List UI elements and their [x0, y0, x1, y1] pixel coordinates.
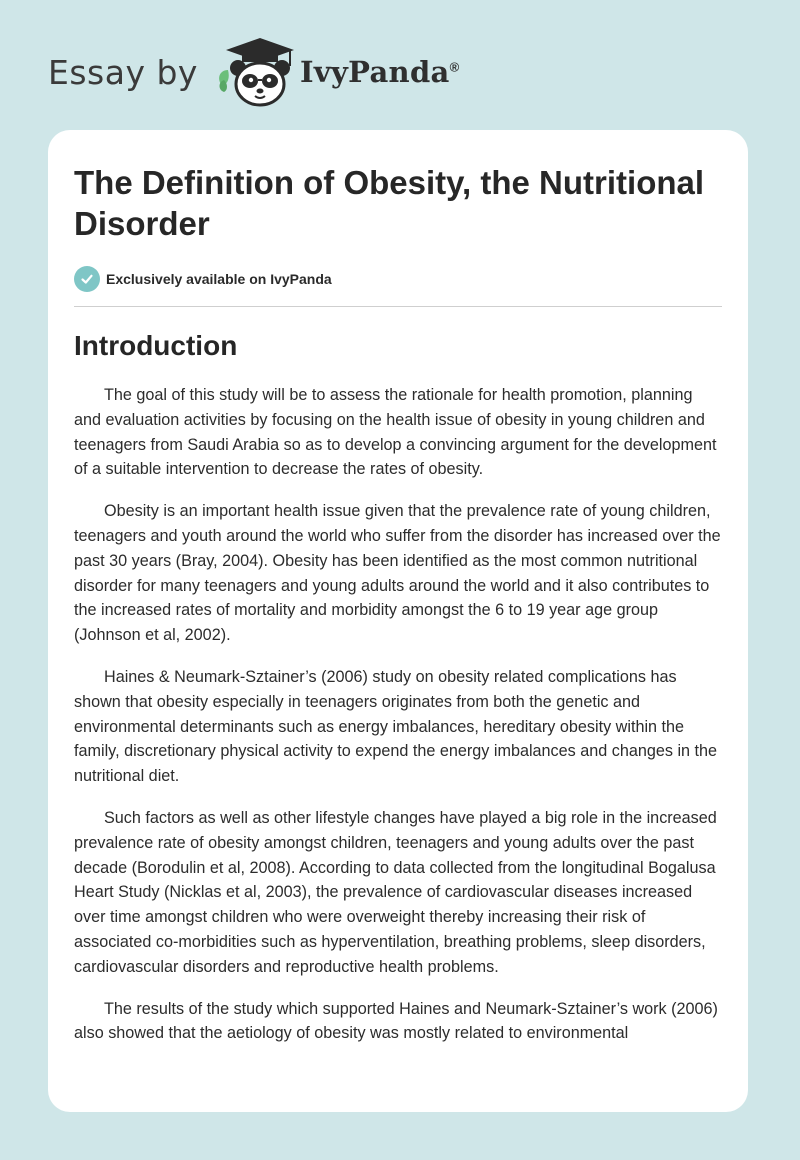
- section-heading-introduction: Introduction: [74, 330, 238, 361]
- exclusive-badge: [74, 266, 722, 292]
- page-title: The Definition of Obesity, the Nutritional Disorder: [74, 164, 705, 242]
- site-header: [48, 32, 460, 112]
- paragraph: Haines & Neumark-Sztainer’s (2006) study on obesity related complications has shown that obesity especially in teenagers originates from both the genetic and environmental determinants such as energy imbalances, hereditary obesity within the family, discretionary physical activity to expend the energy imbalances and changes in the nutritional diet.: [74, 667, 718, 786]
- paragraph: The goal of this study will be to assess the rationale for health promotion, planning and evaluation activities by focusing on the health issue of obesity in young children and teenagers from Saudi Arabia so as to develop a convincing argument for the development of a suitable intervention to decrease the rates of obesity.: [74, 386, 717, 479]
- panda-graduate-icon[interactable]: [212, 34, 298, 110]
- paragraph: Such factors as well as other lifestyle changes have played a big role in the increased prevalence rate of obesity amongst children, teenagers and young adults over the past decade (Borodulin et al, 2008). According to data collected from the longitudinal Bogalusa Heart Study (Nicklas et al, 2003), the prevalence of cardiovascular diseases increased over time amongst children who were overweight thereby increasing their risk of associated co-morbidities such as hyperventilation, breathing problems, sleep disorders, cardiovascular disorders and reproductive health problems.: [74, 808, 717, 976]
- paragraph: The results of the study which supported Haines and Neumark-Sztainer’s work (2006) also showed that the aetiology of obesity was mostly related to environmental: [74, 999, 718, 1043]
- trademark-symbol: ®: [449, 59, 460, 75]
- badge-text: Exclusively available on IvyPanda: [106, 271, 332, 287]
- essay-by-label: Essay by: [48, 52, 198, 92]
- brand-name[interactable]: IvyPanda®: [299, 55, 460, 89]
- essay-card: [48, 130, 748, 1112]
- check-circle-icon: [74, 266, 100, 292]
- paragraph: Obesity is an important health issue given that the prevalence rate of young children, teenagers and youth around the world who suffer from the disorder has increased over the past 30 years (Bray, 2004). Obesity has been identified as the most common nutritional disorder for many teenagers and young adults around the world and it also contributes to the increased rates of mortality and morbidity amongst the 6 to 19 year age group (Johnson et al, 2002).: [74, 502, 721, 645]
- divider: [74, 306, 722, 307]
